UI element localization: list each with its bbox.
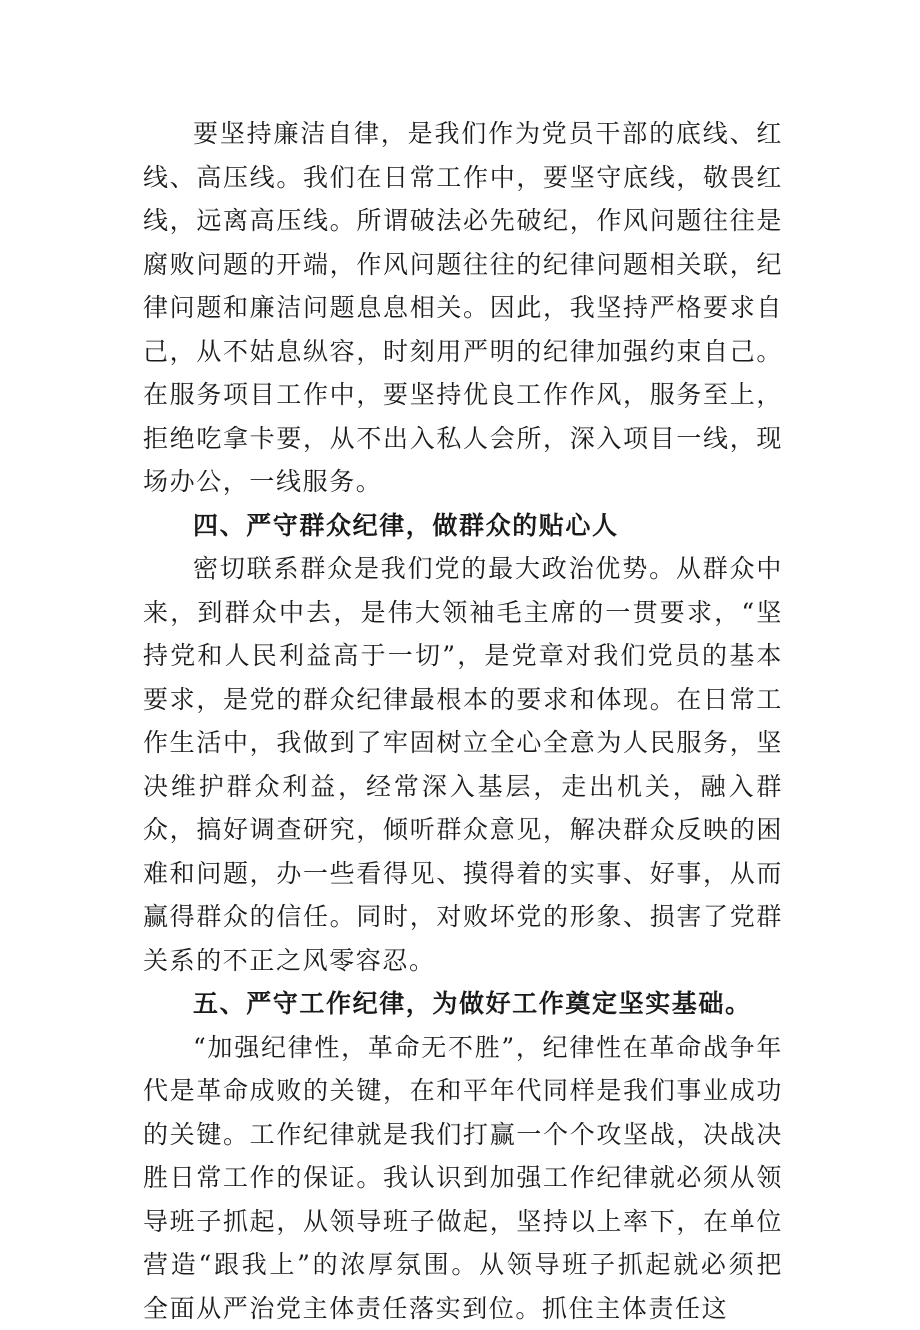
heading-mass-discipline: 四、严守群众纪律，做群众的贴心人 — [143, 504, 783, 548]
document-page — [143, 112, 783, 1330]
paragraph-work-discipline: “加强纪律性，革命无不胜”，纪律性在革命战争年代是革命成败的关键，在和平年代同样是我们事业成功的关键。工作纪律就是我们打赢一个个攻坚战，决战决胜日常工作的保证。我认识到加强工作纪律就必须从领导班子抓起，从领导班子做起，坚持以上率下，在单位营造“跟我上”的浓厚氛围。从领导班子抓起就必须把全面从严治党主体责任落实到位。抓住主体责任这 — [143, 1026, 783, 1330]
paragraph-integrity: 要坚持廉洁自律，是我们作为党员干部的底线、红线、高压线。我们在日常工作中，要坚守底线，敬畏红线，远离高压线。所谓破法必先破纪，作风问题往往是腐败问题的开端，作风问题往往的纪律问题相关联，纪律问题和廉洁问题息息相关。因此，我坚持严格要求自己，从不姑息纵容，时刻用严明的纪律加强约束自己。在服务项目工作中，要坚持优良工作作风，服务至上，拒绝吃拿卡要，从不出入私人会所，深入项目一线，现场办公，一线服务。 — [143, 112, 783, 504]
heading-work-discipline: 五、严守工作纪律，为做好工作奠定坚实基础。 — [143, 982, 783, 1026]
paragraph-mass-discipline: 密切联系群众是我们党的最大政治优势。从群众中来，到群众中去，是伟大领袖毛主席的一贯要求，“坚持党和人民利益高于一切”，是党章对我们党员的基本要求，是党的群众纪律最根本的要求和体现。在日常工作生活中，我做到了牢固树立全心全意为人民服务，坚决维护群众利益，经常深入基层，走出机关，融入群众，搞好调查研究，倾听群众意见，解决群众反映的困难和问题，办一些看得见、摸得着的实事、好事，从而赢得群众的信任。同时，对败坏党的形象、损害了党群关系的不正之风零容忍。 — [143, 547, 783, 982]
